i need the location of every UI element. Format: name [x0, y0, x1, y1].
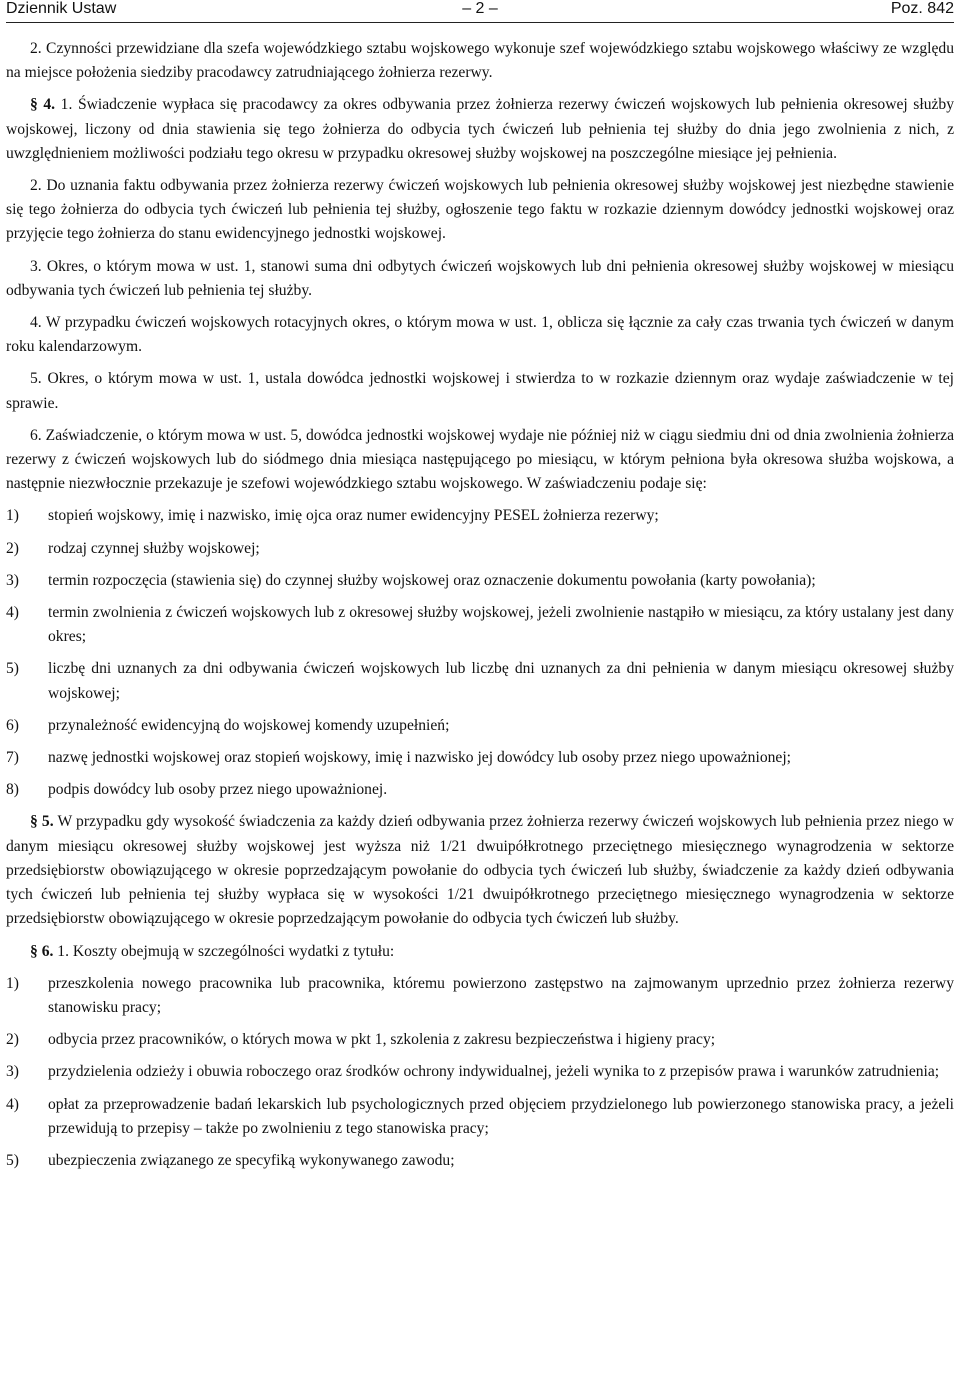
- list-item-text: odbycia przez pracowników, o których mowa w pkt 1, szkolenia z zakresu bezpieczeństwa i higieny pracy;: [48, 1031, 716, 1049]
- section-4-paragraph-1: [6, 93, 954, 166]
- list-item-text: podpis dowódcy lub osoby przez niego upoważnionej.: [48, 781, 388, 799]
- list-item-text: nazwę jednostki wojskowej oraz stopień wojskowy, imię i nazwisko jej dowódcy lub osoby przez niego upoważnionej;: [48, 749, 791, 767]
- list-item: [6, 1060, 954, 1084]
- list-item-text: przeszkolenia nowego pracownika lub pracownika, któremu powierzono zastępstwo na zajmowanym uprzednio przez żołnierza rezerwy stanowisku pracy;: [48, 974, 954, 1016]
- section-text: 1. Koszty obejmują w szczególności wydatki z tytułu:: [57, 942, 395, 960]
- list-item-number: 1): [6, 974, 19, 992]
- list-item-number: 3): [6, 571, 19, 589]
- list-item: [6, 504, 954, 528]
- section-4-paragraph-4: 4. W przypadku ćwiczeń wojskowych rotacyjnych okres, o którym mowa w ust. 1, oblicza się łącznie za cały czas trwania tych ćwiczeń w danym roku kalendarzowym.: [6, 314, 954, 356]
- list-item-text: przydzielenia odzieży i obuwia roboczego oraz środków ochrony indywidualnej, jeżeli wynika to z przepisów prawa i warunków zatrudnienia;: [48, 1063, 940, 1081]
- section-mark: § 5.: [30, 813, 54, 831]
- list-item-number: 2): [6, 1031, 19, 1049]
- document-body: [6, 37, 954, 1173]
- section-4-paragraph-5: 5. Okres, o którym mowa w ust. 1, ustala dowódca jednostki wojskowej i stwierdza to w rozkazie dziennym oraz wydaje zaświadczenie w tej sprawie.: [6, 370, 954, 412]
- section-mark: § 4.: [30, 96, 56, 114]
- costs-list: [6, 972, 954, 1173]
- list-item: [6, 972, 954, 1020]
- list-item-number: 3): [6, 1063, 19, 1081]
- list-item: [6, 569, 954, 593]
- list-item-number: 7): [6, 749, 19, 767]
- section-4-paragraph-6: 6. Zaświadczenie, o którym mowa w ust. 5, dowódca jednostki wojskowej wydaje nie później niż w ciągu siedmiu dni od dnia zwolnienia żołnierza rezerwy z ćwiczeń wojskowych lub do siódmego dnia miesiąca następującego po miesiącu, w którym pełniona była okresowa służba wojskowa, a następnie niezwłocznie przekazuje je szefowi wojewódzkiego sztabu wojskowego. W zaświadczeniu podaje się:: [6, 426, 954, 493]
- list-item: [6, 1093, 954, 1141]
- page-number: – 2 –: [462, 0, 498, 17]
- list-item-text: rodzaj czynnej służby wojskowej;: [48, 539, 260, 557]
- section-6-paragraph-1: [6, 940, 954, 964]
- list-item: [6, 746, 954, 770]
- list-item-number: 8): [6, 781, 19, 799]
- journal-title: Dziennik Ustaw: [6, 0, 117, 17]
- list-item-text: przynależność ewidencyjną do wojskowej komendy uzupełnień;: [48, 716, 450, 734]
- position-number: Poz. 842: [890, 0, 954, 17]
- list-item-number: 2): [6, 539, 19, 557]
- list-item-number: 4): [6, 1095, 19, 1113]
- list-item-number: 5): [6, 660, 19, 678]
- list-item-text: opłat za przeprowadzenie badań lekarskich lub psychologicznych przed objęciem przydzielonego lub powierzonego stanowiska pracy, a jeżeli przewidują to przepisy – także po zwolnieniu z tego stanowiska pracy;: [48, 1095, 954, 1137]
- list-item-number: 1): [6, 507, 19, 525]
- list-item-text: termin zwolnienia z ćwiczeń wojskowych lub z okresowej służby wojskowej, jeżeli zwolnienie nastąpiło w miesiącu, za który ustalany jest dany okres;: [48, 604, 954, 646]
- list-item: [6, 657, 954, 705]
- list-item-text: ubezpieczenia związanego ze specyfiką wykonywanego zawodu;: [48, 1151, 455, 1169]
- list-item: [6, 601, 954, 649]
- list-item: [6, 1028, 954, 1052]
- section-4-paragraph-3: 3. Okres, o którym mowa w ust. 1, stanowi suma dni odbytych ćwiczeń wojskowych lub dni pełnienia okresowej służby wojskowej w miesiącu odbywania tych ćwiczeń lub pełnienia tej służby.: [6, 257, 954, 299]
- section-4-paragraph-2: 2. Do uznania faktu odbywania przez żołnierza rezerwy ćwiczeń wojskowych lub pełnienia okresowej służby wojskowej jest niezbędne stawienie się tego żołnierza do odbycia tych ćwiczeń lub pełnienia tej służby, ogłoszenie tego faktu w rozkazie dziennym dowódcy jednostki wojskowej oraz przyjęcie tego żołnierza do stanu ewidencyjnego jednostki wojskowej.: [6, 177, 954, 243]
- document-page: [6, 0, 954, 1181]
- section-text: 1. Świadczenie wypłaca się pracodawcy za okres odbywania przez żołnierza rezerwy ćwiczeń wojskowych lub pełnienia okresowej służby wojskowej, liczony od dnia stawienia się tego żołnierza do odbycia tych ćwiczeń lub pełnienia tej służby do dnia jego zwolnienia z nich, z uwzględnieniem możliwości podziału tego okresu w przypadku okresowej służby wojskowej na poszczególne miesiące jej pełnienia.: [6, 96, 955, 162]
- list-item: [6, 1149, 954, 1173]
- list-item-number: 5): [6, 1151, 19, 1169]
- list-item-text: stopień wojskowy, imię i nazwisko, imię ojca oraz numer ewidencyjny PESEL żołnierza rezerwy;: [48, 507, 659, 525]
- list-item-number: 6): [6, 716, 19, 734]
- header-rule: [6, 22, 954, 23]
- paragraph-3-2: 2. Czynności przewidziane dla szefa wojewódzkiego sztabu wojskowego wykonuje szef wojewódzkiego sztabu wojskowego właściwy ze względu na miejsce położenia siedziby pracodawcy zatrudniającego żołnierza rezerwy.: [6, 40, 954, 82]
- section-5-paragraph: [6, 810, 954, 931]
- list-item: [6, 778, 954, 802]
- list-item: [6, 714, 954, 738]
- list-item-text: termin rozpoczęcia (stawienia się) do czynnej służby wojskowej oraz oznaczenie dokumentu powołania (karty powołania);: [48, 571, 816, 589]
- list-item: [6, 537, 954, 561]
- section-mark: § 6.: [30, 942, 54, 960]
- page-header: [6, 0, 954, 26]
- certificate-contents-list: [6, 504, 954, 802]
- list-item-text: liczbę dni uznanych za dni odbywania ćwiczeń wojskowych lub liczbę dni uznanych za dni pełnienia w danym miesiącu okresowej służby wojskowej;: [48, 660, 954, 702]
- list-item-number: 4): [6, 604, 19, 622]
- section-text: W przypadku gdy wysokość świadczenia za każdy dzień odbywania przez żołnierza rezerwy ćwiczeń wojskowych lub pełnienia przez niego w danym miesiącu okresowej służby wojskowej jest wyższa niż 1/21 dwuipółkrotnego przeciętnego miesięcznego wynagrodzenia w sektorze przedsiębiorstw obowiązującego w okresie poprzedzającym powołanie do odbycia tych ćwiczeń lub służby, świadczenie za każdy dzień odbywania tych ćwiczeń lub pełnienia tej służby wypłaca się w wysokości 1/21 dwuipółkrotnego przeciętnego miesięcznego wynagrodzenia w sektorze przedsiębiorstw obowiązującego w okresie poprzedzającym powołanie do odbycia tych ćwiczeń lub służby.: [6, 813, 954, 928]
